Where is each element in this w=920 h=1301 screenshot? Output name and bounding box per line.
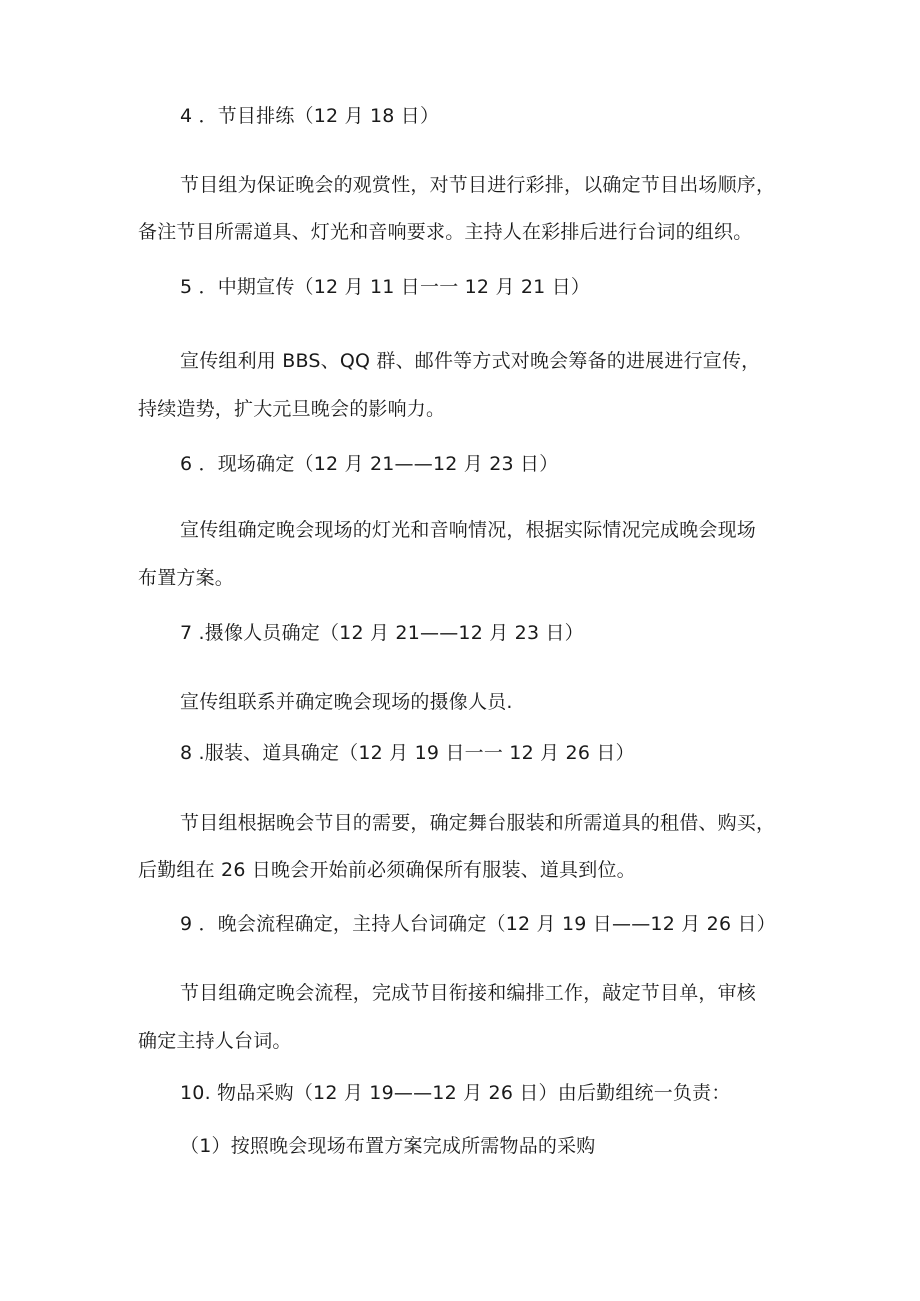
section-5-heading: 5 ．中期宣传（12 月 11 日一一 12 月 21 日） (180, 276, 591, 298)
section-9-heading: 9 ．晚会流程确定，主持人台词确定（12 月 19 日——12 月 26 日） (180, 913, 776, 935)
section-10-heading: 10. 物品采购（12 月 19——12 月 26 日）由后勤组统一负责： (180, 1082, 731, 1104)
section-8-paragraph-line-1: 节目组根据晚会节目的需要，确定舞台服装和所需道具的租借、购买， (180, 812, 776, 834)
section-4-heading: 4 ．节目排练（12 月 18 日） (180, 105, 440, 127)
section-5-paragraph-line-2: 持续造势，扩大元旦晚会的影响力。 (138, 398, 446, 420)
section-7-paragraph-line-1: 宣传组联系并确定晚会现场的摄像人员. (180, 691, 513, 713)
section-10-item-1: （1）按照晚会现场布置方案完成所需物品的采购 (180, 1135, 596, 1157)
section-9-paragraph-line-2: 确定主持人台词。 (138, 1030, 292, 1052)
section-4-paragraph-line-1: 节目组为保证晚会的观赏性，对节目进行彩排，以确定节目出场顺序， (180, 174, 776, 196)
section-6-paragraph-line-1: 宣传组确定晚会现场的灯光和音响情况，根据实际情况完成晚会现场 (180, 519, 757, 541)
section-6-heading: 6 ．现场确定（12 月 21——12 月 23 日） (180, 453, 559, 475)
section-5-paragraph-line-1: 宣传组利用 BBS、QQ 群、邮件等方式对晚会筹备的进展进行宣传， (180, 350, 761, 372)
section-4-paragraph-line-2: 备注节目所需道具、灯光和音响要求。主持人在彩排后进行台词的组织。 (138, 221, 753, 243)
section-7-heading: 7 .摄像人员确定（12 月 21——12 月 23 日） (180, 622, 584, 644)
section-8-paragraph-line-2: 后勤组在 26 日晚会开始前必须确保所有服装、道具到位。 (138, 859, 636, 881)
section-6-paragraph-line-2: 布置方案。 (138, 567, 235, 589)
section-8-heading: 8 .服装、道具确定（12 月 19 日一一 12 月 26 日） (180, 742, 635, 764)
section-9-paragraph-line-1: 节目组确定晚会流程，完成节目衔接和编排工作，敲定节目单，审核 (180, 982, 757, 1004)
